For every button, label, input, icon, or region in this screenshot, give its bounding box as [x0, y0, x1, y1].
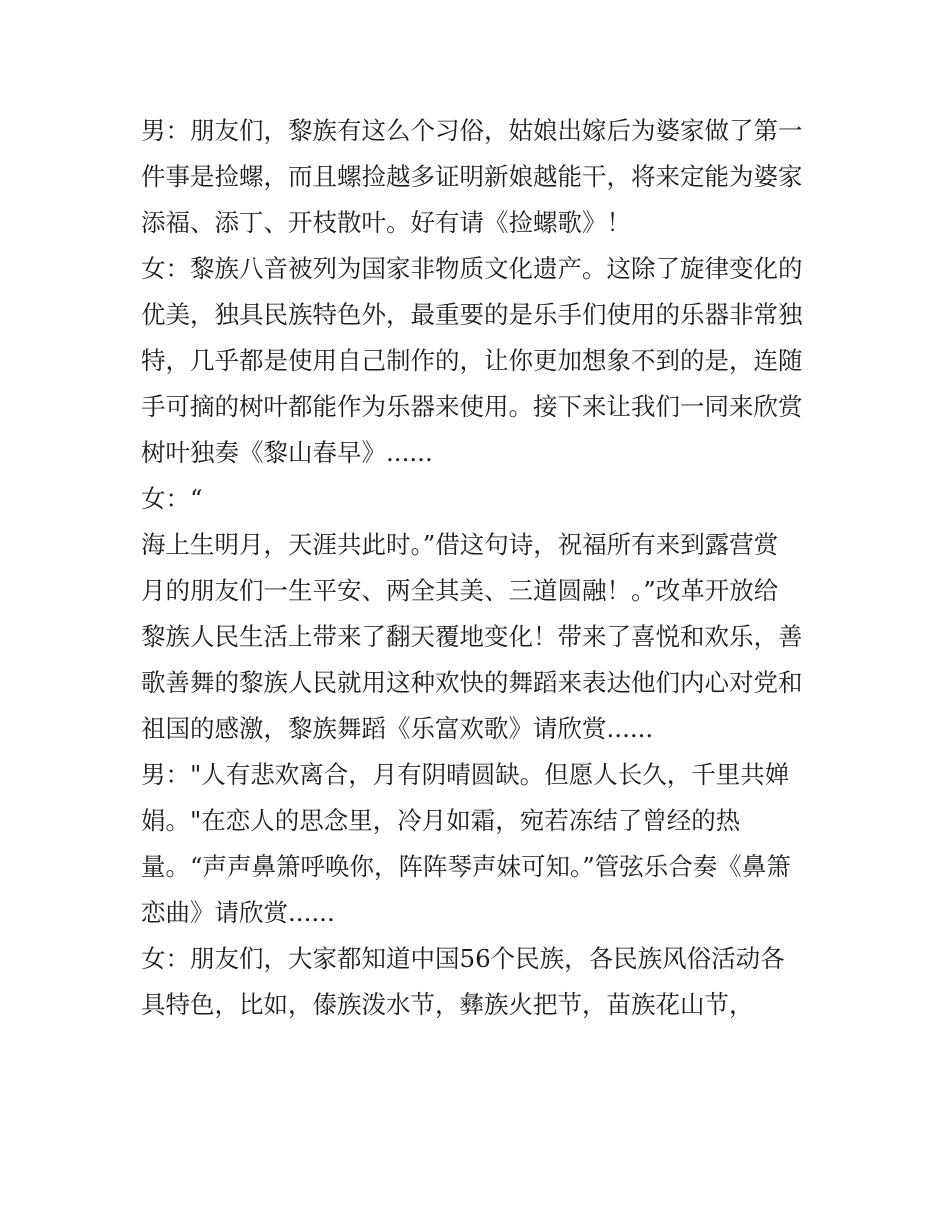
text-line: 黎族人民生活上带来了翻天覆地变化！带来了喜悦和欢乐，善 [141, 622, 803, 651]
text-line: 特，几乎都是使用自己制作的，让你更加想象不到的是，连随 [141, 346, 803, 375]
document-body [141, 108, 821, 1028]
text-line: 海上生明月，天涯共此时。”借这句诗，祝福所有来到露营赏 [141, 530, 779, 559]
text-line: 树叶独奏《黎山春早》...... [141, 438, 433, 467]
text-line: 歌善舞的黎族人民就用这种欢快的舞蹈来表达他们内心对党和 [141, 668, 803, 697]
text-line: 娟。"在恋人的思念里，冷月如霜，宛若冻结了曾经的热 [141, 806, 741, 835]
text-line: 男：朋友们，黎族有这么个习俗，姑娘出嫁后为婆家做了第一 [141, 116, 803, 145]
text-line: 件事是捡螺，而且螺捡越多证明新娘越能干，将来定能为婆家 [141, 162, 803, 191]
text-line: 男："人有悲欢离合，月有阴晴圆缺。但愿人长久，千里共婵 [141, 760, 790, 789]
text-line: 女：“ [141, 484, 203, 513]
text-line: 女：黎族八音被列为国家非物质文化遗产。这除了旋律变化的 [141, 254, 803, 283]
text-line: 具特色，比如，傣族泼水节，彝族火把节，苗族花山节， [141, 990, 754, 1019]
text-line: 添福、添丁、开枝散叶。好有请《捡螺歌》！ [141, 208, 631, 237]
text-line: 祖国的感激，黎族舞蹈《乐富欢歌》请欣赏...... [141, 714, 654, 743]
text-line: 量。“声声鼻箫呼唤你，阵阵琴声妹可知。”管弦乐合奏《鼻箫 [141, 852, 791, 881]
text-line: 女：朋友们，大家都知道中国56个民族，各民族风俗活动各 [141, 944, 785, 973]
text-line: 月的朋友们一生平安、两全其美、三道圆融！。”改革开放给 [141, 576, 779, 605]
text-line: 恋曲》请欣赏...... [141, 898, 335, 927]
text-line: 优美，独具民族特色外，最重要的是乐手们使用的乐器非常独 [141, 300, 803, 329]
text-line: 手可摘的树叶都能作为乐器来使用。接下来让我们一同来欣赏 [141, 392, 803, 421]
